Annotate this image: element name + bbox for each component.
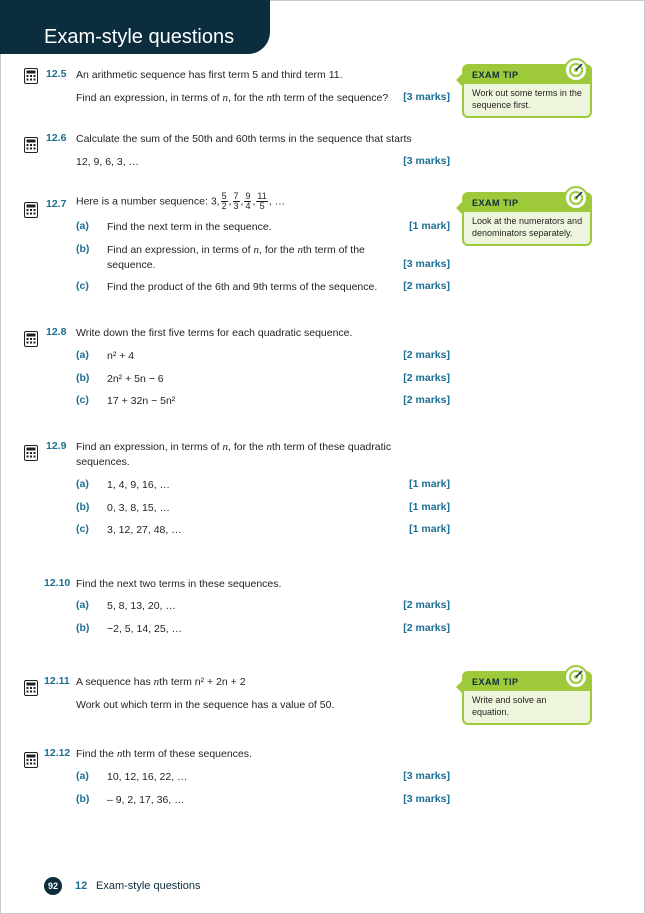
part-text: Find an expression, in terms of n, for the nth term of the sequence.: [107, 244, 365, 271]
target-icon: [564, 58, 588, 82]
marks: [3 marks]: [403, 258, 450, 270]
question-number: 12.9: [46, 440, 67, 452]
chapter-number: 12: [75, 880, 88, 892]
part-text: 1, 4, 9, 16, …: [107, 479, 171, 491]
calculator-icon: [24, 445, 38, 461]
calculator-icon: [24, 331, 38, 347]
question-text: Find an expression, in terms of n, for the nth term of these quadratic sequences.: [76, 441, 392, 468]
question-number: 12.8: [46, 326, 67, 338]
part-text: – 9, 2, 17, 36, …: [107, 794, 185, 806]
marks: [2 marks]: [403, 599, 450, 611]
question-text: A sequence has nth term n² + 2n + 2: [76, 676, 246, 688]
question-text: An arithmetic sequence has first term 5 and third term 11.: [76, 69, 343, 81]
part-label: (a): [76, 599, 89, 611]
calculator-icon: [24, 68, 38, 84]
part-label: (b): [76, 243, 90, 255]
marks: [1 mark]: [409, 478, 450, 490]
target-icon: [564, 665, 588, 689]
exam-tip: [462, 192, 592, 246]
fraction: $\frac{11}{5}$: [257, 191, 267, 211]
marks: [2 marks]: [403, 394, 450, 406]
question-text: Here is a number sequence: 3, $\frac{5}{2}$ , $\frac{7}{3}$ , $\frac{9}{4}$ , $\frac{11}{5}$ , …: [76, 191, 286, 211]
tip-pointer: [456, 679, 464, 695]
question-number: 12.10: [44, 577, 71, 589]
part-label: (a): [76, 349, 89, 361]
part-text: 0, 3, 8, 15, …: [107, 502, 171, 514]
question-number: 12.5: [46, 68, 67, 80]
question-number: 12.12: [44, 747, 71, 759]
tip-text: Look at the numerators and denominators separately.: [472, 216, 583, 238]
calculator-icon: [24, 752, 38, 768]
question-text: Find the nth term of these sequences.: [76, 748, 252, 760]
question-text: Find the next two terms in these sequences.: [76, 578, 282, 590]
part-text: 10, 12, 16, 22, …: [107, 771, 188, 783]
footer-title: Exam-style questions: [96, 880, 201, 892]
part-label: (c): [76, 280, 89, 292]
marks: [3 marks]: [403, 91, 450, 103]
part-text: 5, 8, 13, 20, …: [107, 600, 176, 612]
tip-heading: EXAM TIP: [464, 66, 590, 84]
part-label: (a): [76, 220, 89, 232]
part-label: (c): [76, 394, 89, 406]
question-subtext: 12, 9, 6, 3, …: [76, 156, 140, 168]
marks: [2 marks]: [403, 622, 450, 634]
part-text: Find the product of the 6th and 9th terms of the sequence.: [107, 281, 378, 293]
page-title: Exam-style questions: [44, 26, 235, 48]
part-text: Find the next term in the sequence.: [107, 221, 272, 233]
marks: [3 marks]: [403, 793, 450, 805]
part-text: 3, 12, 27, 48, …: [107, 524, 182, 536]
marks: [2 marks]: [403, 349, 450, 361]
marks: [1 mark]: [409, 523, 450, 535]
exam-tip: [462, 671, 592, 725]
calculator-icon: [24, 137, 38, 153]
marks: [2 marks]: [403, 280, 450, 292]
marks: [1 mark]: [409, 501, 450, 513]
page-number: 92: [44, 877, 62, 895]
part-label: (b): [76, 793, 90, 805]
part-text: −2, 5, 14, 25, …: [107, 623, 183, 635]
fraction: $\frac{7}{3}$: [233, 191, 239, 211]
fraction: $\frac{9}{4}$: [245, 191, 251, 211]
tip-text: Write and solve an equation.: [472, 695, 547, 717]
part-label: (b): [76, 372, 90, 384]
question-text: Write down the first five terms for each quadratic sequence.: [76, 327, 353, 339]
tip-pointer: [456, 72, 464, 88]
question-number: 12.6: [46, 132, 67, 144]
tip-text: Work out some terms in the sequence first.: [472, 88, 582, 110]
target-icon: [564, 186, 588, 210]
marks: [2 marks]: [403, 372, 450, 384]
marks: [3 marks]: [403, 155, 450, 167]
question-number: 12.11: [44, 675, 70, 687]
question-text: Calculate the sum of the 50th and 60th terms in the sequence that starts: [76, 133, 412, 145]
tip-heading: EXAM TIP: [464, 673, 590, 691]
question-subtext: Find an expression, in terms of n, for the nth term of the sequence?: [76, 92, 389, 104]
fraction: $\frac{5}{2}$: [221, 191, 227, 211]
part-label: (a): [76, 478, 89, 490]
part-expression: 2n² + 5n − 6: [107, 373, 164, 385]
question-subtext: Work out which term in the sequence has a value of 50.: [76, 699, 335, 711]
marks: [3 marks]: [403, 770, 450, 782]
part-label: (b): [76, 501, 90, 513]
part-label: (c): [76, 523, 89, 535]
page-header: [0, 0, 270, 54]
part-label: (b): [76, 622, 90, 634]
part-expression: 17 + 32n − 5n²: [107, 395, 176, 407]
part-expression: n² + 4: [107, 350, 135, 362]
tip-heading: EXAM TIP: [464, 194, 590, 212]
exam-tip: [462, 64, 592, 118]
calculator-icon: [24, 680, 38, 696]
tip-pointer: [456, 200, 464, 216]
part-label: (a): [76, 770, 89, 782]
calculator-icon: [24, 202, 38, 218]
marks: [1 mark]: [409, 220, 450, 232]
question-number: 12.7: [46, 198, 67, 210]
